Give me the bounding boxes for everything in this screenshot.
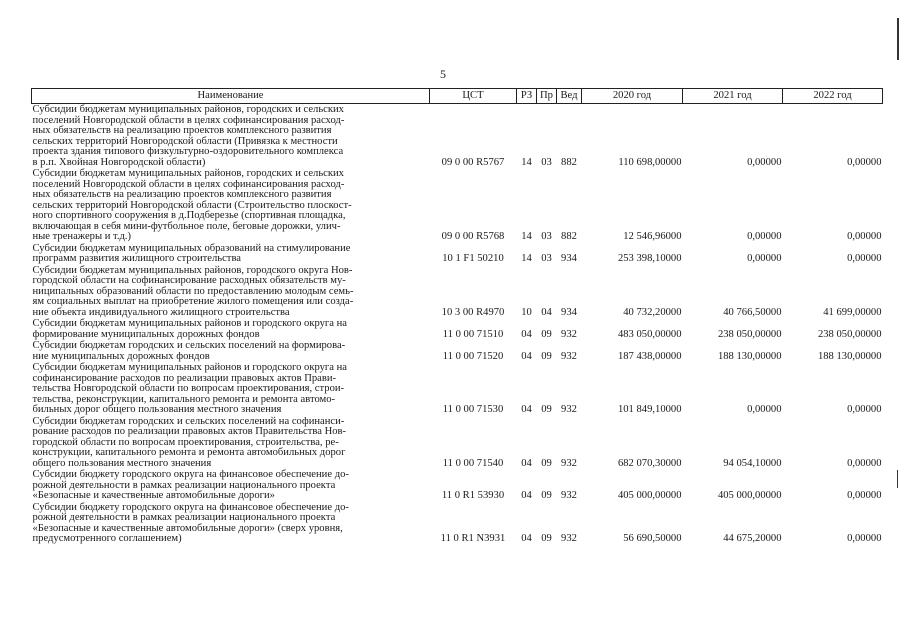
row-2021: 405 000,00000: [717, 490, 782, 501]
table-row: [32, 340, 883, 362]
row-rz: 04: [521, 350, 532, 362]
row-2020: 56 690,50000: [623, 533, 682, 544]
row-2022: 0,00000: [847, 404, 882, 415]
table-row: [32, 502, 883, 545]
table-row: [32, 168, 883, 243]
row-pr: 03: [541, 156, 552, 168]
row-2020: 483 050,00000: [617, 328, 682, 340]
row-2020: 405 000,00000: [617, 490, 682, 501]
row-cst: 11 0 00 71510: [442, 328, 504, 340]
row-rz: 04: [521, 328, 532, 340]
table-row: [32, 362, 883, 416]
row-cst: 11 0 00 71520: [442, 350, 504, 362]
header-year-2020: 2020 год: [582, 89, 683, 104]
row-2021: 40 766,50000: [723, 306, 782, 318]
row-2021: 188 130,00000: [717, 350, 782, 362]
row-2022: 238 050,00000: [817, 328, 882, 340]
row-cst: 11 0 00 71530: [442, 404, 504, 415]
row-2022: 0,00000: [847, 457, 882, 469]
row-rz: 14: [521, 231, 532, 242]
row-ved: 932: [561, 404, 577, 415]
row-pr: 09: [541, 328, 552, 340]
row-ved: 932: [561, 490, 577, 501]
row-2021: 0,00000: [747, 156, 782, 168]
row-cst: 11 0 R1 N3931: [440, 533, 506, 544]
row-cst: 10 3 00 R4970: [441, 306, 505, 318]
row-pr: 09: [541, 533, 552, 544]
row-2022: 188 130,00000: [817, 350, 882, 362]
row-rz: 04: [521, 457, 532, 469]
row-pr: 03: [541, 253, 552, 264]
row-2022: 0,00000: [847, 231, 882, 242]
row-name: Субсидии бюджетам муниципальных районов и городского округа на софинансирование расходов по реализации правовых актов Прави- тельства Новгородской области по вопросам проектирования, строи- тельства, реконструкции, капитального ремонта и ремонта автомо- бильных дорог общего пользования местного значения: [32, 362, 347, 415]
row-2022: 0,00000: [847, 533, 882, 544]
row-ved: 882: [561, 156, 577, 168]
row-pr: 09: [541, 404, 552, 415]
row-2021: 0,00000: [747, 231, 782, 242]
header-year-2022: 2022 год: [783, 89, 883, 104]
row-name: Субсидии бюджету городского округа на финансовое обеспечение до- рожной деятельности в рамках реализации национального проекта «Безопасные и качественные автомобильные дороги» (сверх уровня, предусмотренного соглашением): [32, 501, 349, 544]
row-pr: 09: [541, 350, 552, 362]
row-rz: 14: [521, 156, 532, 168]
header-name: Наименование: [32, 89, 430, 104]
row-pr: 03: [541, 231, 552, 242]
row-ved: 932: [561, 457, 577, 469]
row-2021: 238 050,00000: [717, 328, 782, 340]
row-2021: 0,00000: [747, 404, 782, 415]
table-row: [32, 243, 883, 265]
row-ved: 882: [561, 231, 577, 242]
row-pr: 04: [541, 306, 552, 318]
row-name: Субсидии бюджетам муниципальных районов и городского округа на формирование муниципальных дорожных фондов: [32, 318, 347, 340]
row-2020: 110 698,00000: [618, 156, 682, 168]
table-row: [32, 265, 883, 319]
row-pr: 09: [541, 490, 552, 501]
row-name: Субсидии бюджетам муниципальных районов, городских и сельских поселений Новгородской области в целях софинансирования расход- ных обязательств на реализацию проектов комплексного развития сельских территорий Новгородской области (Строительство плоскост- ного спортивного сооружения в д.Подберезье (спортивная площадка, включающая в себя мини-футбольное поле, беговые дорожки, улич- ные тренажеры и т.д.): [32, 168, 352, 242]
row-cst: 09 0 00 R5767: [441, 156, 505, 168]
row-rz: 10: [521, 306, 532, 318]
row-2022: 41 699,00000: [823, 306, 882, 318]
header-pr: Пр: [537, 89, 557, 104]
row-2022: 0,00000: [847, 156, 882, 168]
row-name: Субсидии бюджетам муниципальных образований на стимулирование программ развития жилищного строительства: [32, 242, 351, 264]
row-2022: 0,00000: [847, 490, 882, 501]
table-row: [32, 104, 883, 169]
table-header-row: [32, 89, 883, 104]
row-2021: 44 675,20000: [723, 533, 782, 544]
row-2022: 0,00000: [847, 253, 882, 264]
row-name: Субсидии бюджетам муниципальных районов, городских и сельских поселений Новгородской области в целях софинансирования расход- ных обязательств на реализацию проектов комплексного развития сельских территорий Новгородской области (Привязка к местности проекта здания типового физкультурно-оздоровительного комплекса в р.п. Хвойная Новгородской области): [32, 104, 345, 168]
row-name: Субсидии бюджету городского округа на финансовое обеспечение до- рожной деятельности в рамках реализации национального проекта «Безопасные и качественные автомобильные дороги»: [32, 469, 349, 501]
row-pr: 09: [541, 457, 552, 469]
table-row: [32, 318, 883, 340]
row-name: Субсидии бюджетам городских и сельских поселений на формирова- ние муниципальных дорожных фондов: [32, 340, 346, 362]
row-cst: 11 0 R1 53930: [441, 490, 505, 501]
budget-table: [31, 88, 883, 545]
row-rz: 14: [521, 253, 532, 264]
header-cst: ЦСТ: [430, 89, 517, 104]
table-row: [32, 469, 883, 502]
row-ved: 932: [561, 328, 577, 340]
row-2020: 187 438,00000: [617, 350, 682, 362]
row-rz: 04: [521, 533, 532, 544]
row-2020: 682 070,30000: [617, 457, 682, 469]
header-ved: Вед: [557, 89, 582, 104]
row-name: Субсидии бюджетам муниципальных районов, городского округа Нов- городской области на софинансирование расходных обязательств му- ниципальных образований области по предоставлению молодым семь- ям социальных выплат на приобретение жилого помещения или созда- ние объекта индивидуального жилищного строительства: [32, 264, 354, 318]
row-ved: 934: [561, 306, 577, 318]
row-ved: 934: [561, 253, 577, 264]
row-cst: 10 1 F1 50210: [442, 253, 504, 264]
header-year-2021: 2021 год: [683, 89, 783, 104]
row-cst: 09 0 00 R5768: [441, 231, 505, 242]
row-ved: 932: [561, 533, 577, 544]
row-cst: 11 0 00 71540: [442, 457, 504, 469]
row-rz: 04: [521, 404, 532, 415]
page-number: 5: [440, 67, 446, 81]
row-2020: 12 546,96000: [623, 231, 682, 242]
header-rz: РЗ: [517, 89, 537, 104]
row-2020: 40 732,20000: [623, 306, 682, 318]
scan-edge-mark-bottom: [897, 470, 898, 488]
row-2021: 94 054,10000: [723, 457, 782, 469]
scan-edge-mark-top: [897, 18, 899, 60]
row-name: Субсидии бюджетам городских и сельских поселений на софинанси- рование расходов по реализации правовых актов Правительства Нов- городской области по вопросам проектирования, строительства, ре- конструкции, капитального ремонта и ремонта автомобильных дорог общего пользования местного значения: [32, 415, 347, 469]
row-rz: 04: [521, 490, 532, 501]
row-ved: 932: [561, 350, 577, 362]
row-2021: 0,00000: [747, 253, 782, 264]
table-row: [32, 416, 883, 470]
row-2020: 101 849,10000: [617, 404, 682, 415]
row-2020: 253 398,10000: [617, 253, 682, 264]
